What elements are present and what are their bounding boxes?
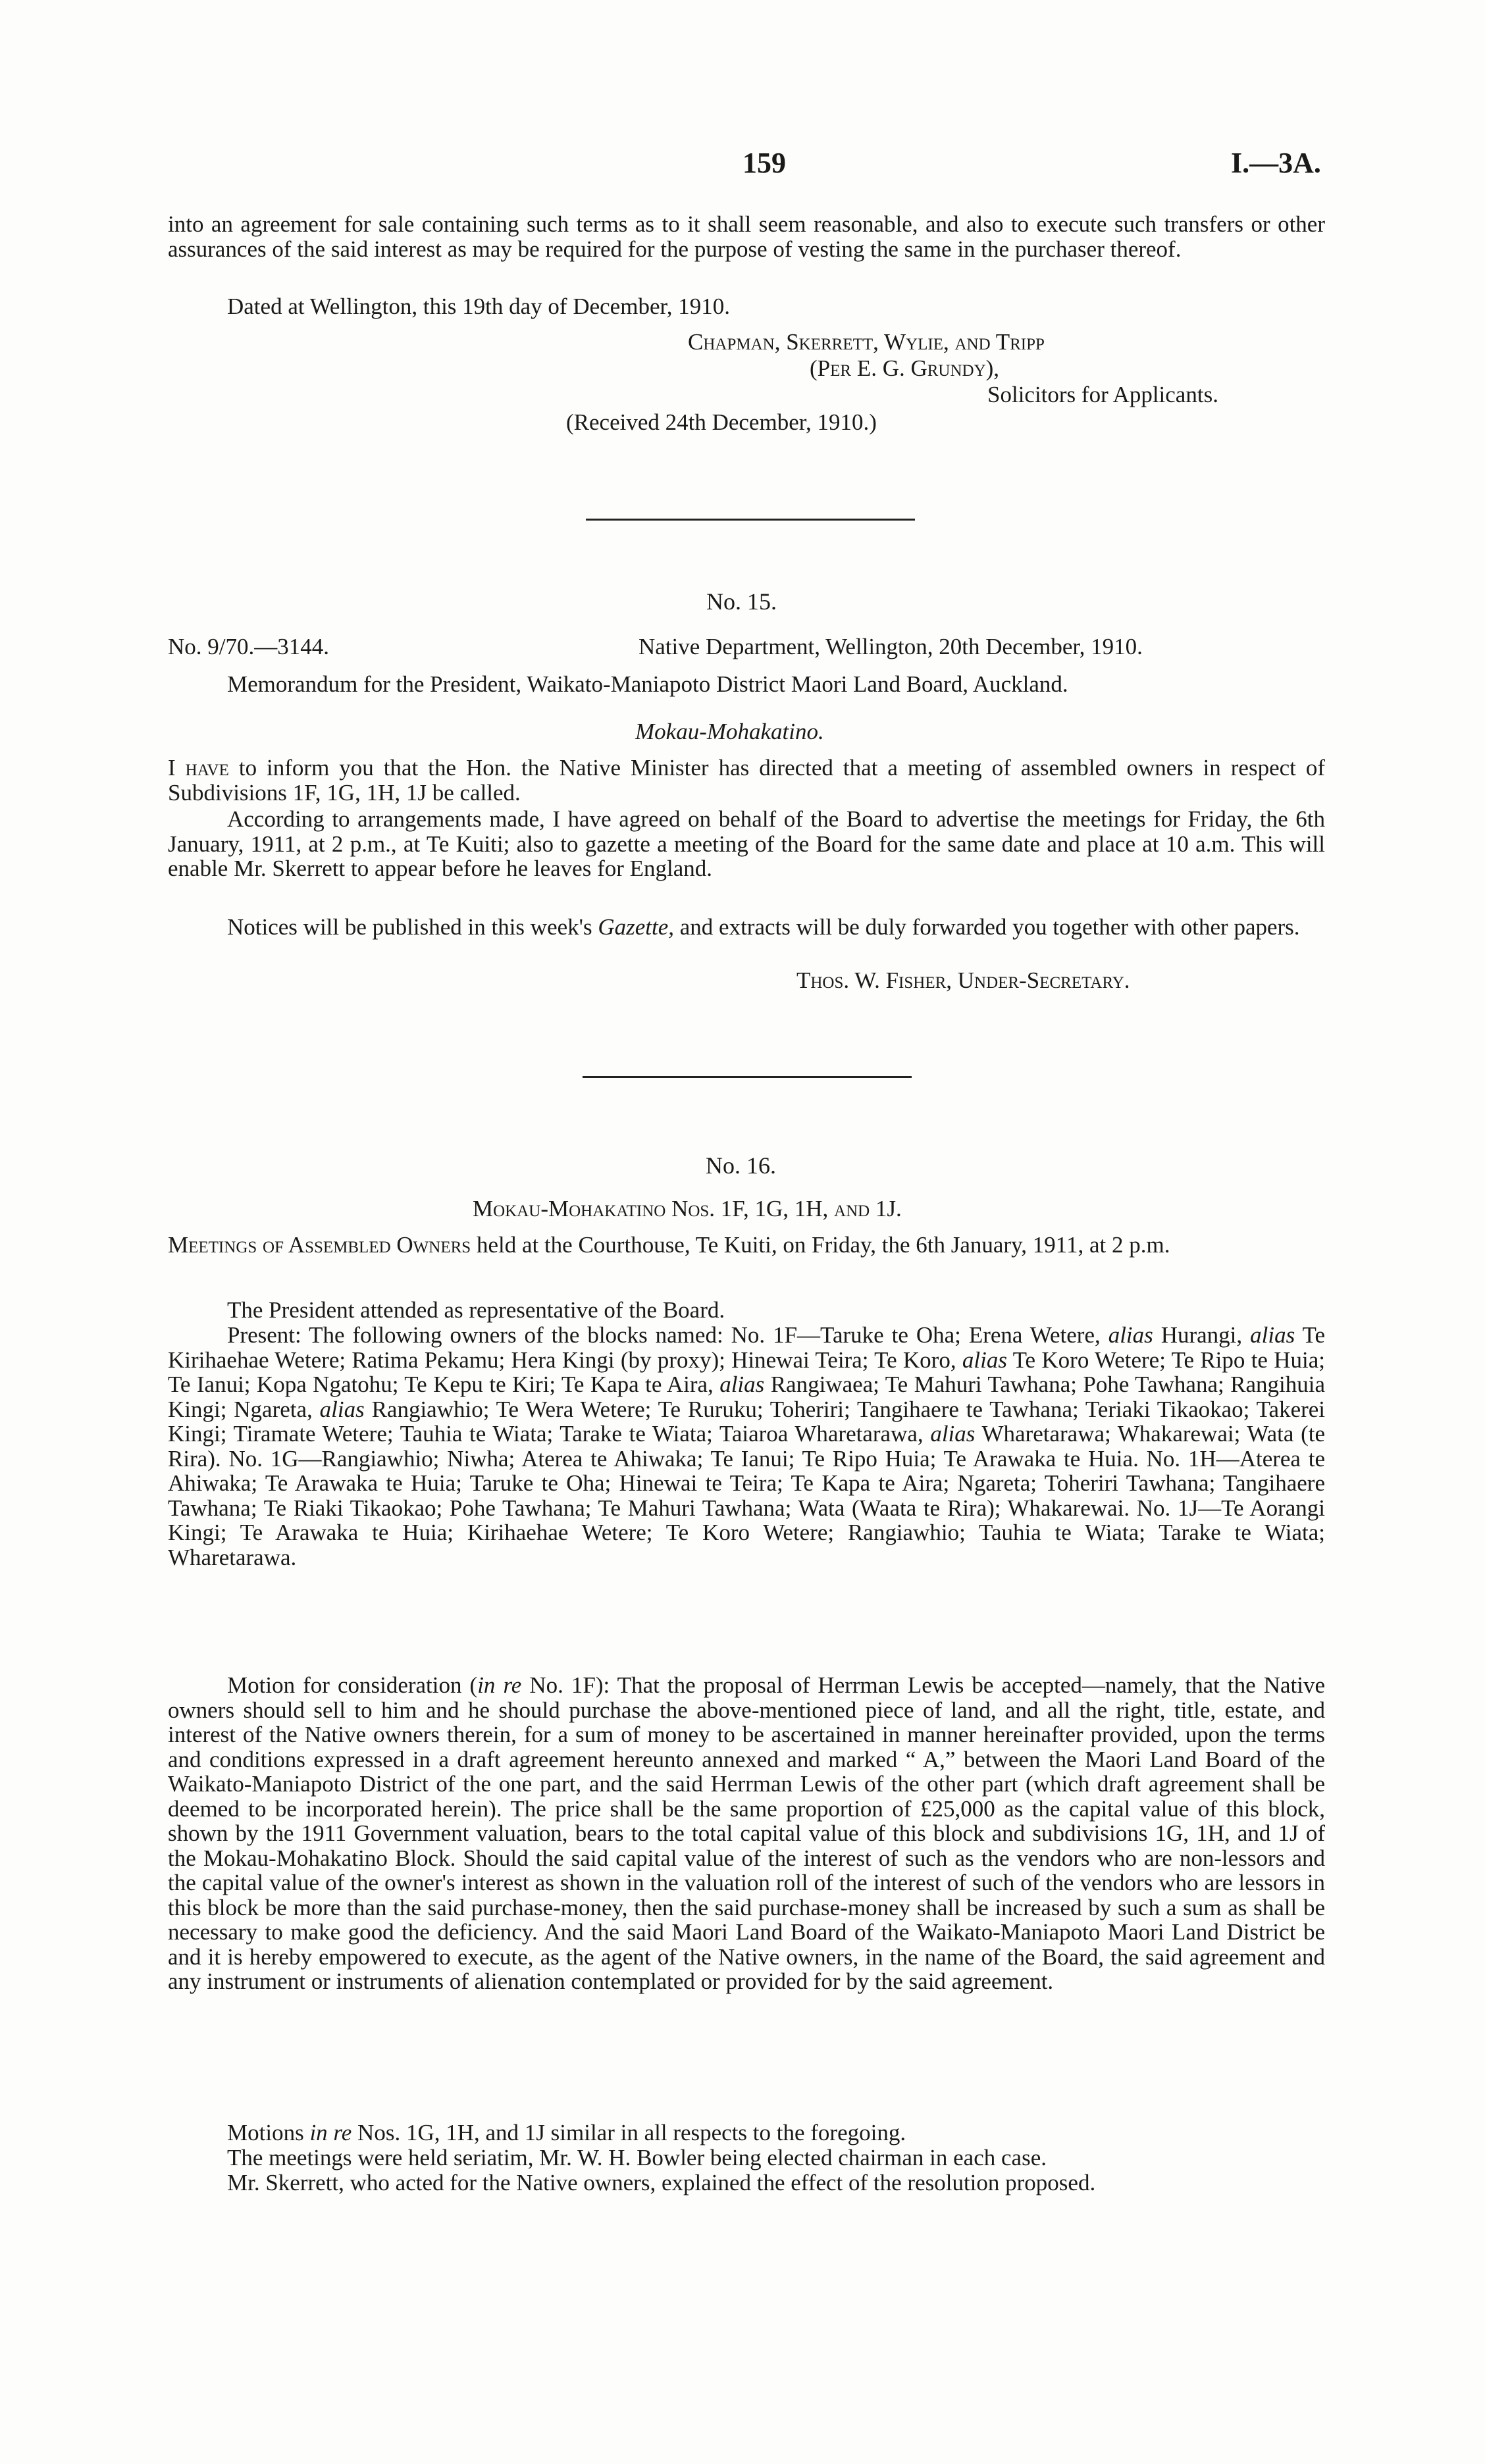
gazette-title: Gazette, (598, 914, 674, 940)
memorandum-heading: Memorandum for the President, Waikato-Maniapoto District Maori Land Board, Auckland. (227, 671, 1068, 697)
meeting-intro: Meetings of Assembled Owners held at the Courthouse, Te Kuiti, on Friday, the 6th January, 1911, at 2 p.m. (168, 1232, 1170, 1258)
section-15-number: No. 15. (706, 588, 777, 615)
continuation-paragraph: into an agreement for sale containing such terms as to it shall seem reasonable, and also to execute such transfers or other assurances of the said interest as may be required for the purpose of vesting the same in the purchaser thereof. (168, 211, 1325, 262)
solicitor-firm: Chapman, Skerrett, Wylie, and Tripp (688, 329, 1045, 355)
skerrett-line: Mr. Skerrett, who acted for the Native owners, explained the effect of the resolution proposed. (227, 2170, 1096, 2195)
memo-paragraph-2: According to arrangements made, I have agreed on behalf of the Board to advertise the meetings for Friday, the 6th January, 1911, at 2 p.m., at Te Kuiti; also to gazette a meeting of the Board for the same date and place at 10 a.m. This will enable Mr. Skerrett to appear before he leaves for England. (168, 806, 1325, 881)
president-line: The President attended as representative of the Board. (227, 1297, 725, 1323)
seriatim-line: The meetings were held seriatim, Mr. W. H. Bowler being elected chairman in each case. (227, 2145, 1047, 2170)
document-reference: I.—3A. (1231, 147, 1321, 179)
page-number: 159 (742, 147, 786, 179)
dated-line: Dated at Wellington, this 19th day of December, 1910. (227, 294, 730, 319)
memo-subject: Mokau-Mohakatino. (635, 719, 824, 744)
solicitor-role: Solicitors for Applicants. (987, 382, 1218, 407)
memo-paragraph-3: Notices will be published in this week's Gazette, and extracts will be duly forwarded you together with other papers. (227, 914, 1300, 940)
dateline: Native Department, Wellington, 20th December, 1910. (638, 634, 1143, 659)
solicitor-per: (Per E. G. Grundy), (810, 355, 1000, 381)
present-owners-list: Present: The following owners of the blocks named: No. 1F—Taruke te Oha; Erena Wetere, alias Hurangi, alias Te Kirihaehae Wetere; Ratima Pekamu; Hera Kingi (by proxy); Hinewai Teira; Te Koro, alias Te Koro Wetere; Te Ripo te Huia; Te Ianui; Kopa Ngatohu; Te Kepu te Kiri; Te Kapa te Aira, alias Rangiwaea; Te Mahuri Tawhana; Pohe Tawhana; Rangihuia Kingi; Ngareta, alias Rangiawhio; Te Wera Wetere; Te Ruruku; Toheriri; Tangihaere te Tawhana; Teriaki Tikaokao; Takerei Kingi; Tiramate Wetere; Tauhia te Wiata; Tarake te Wiata; Taiaroa Wharetarawa, alias Wharetarawa; Whakarewai; Wata (te Rira). No. 1G—Rangiawhio; Niwha; Aterea te Ahiwaka; Te Ianui; Te Ripo Huia; Te Arawaka te Huia. No. 1H—Aterea te Ahiwaka; Te Arawaka te Huia; Taruke te Oha; Hinewai te Teira; Te Kapa te Aira; Ngareta; Toheriri Tawhana; Tangihaere Tawhana; Te Riaki Tikaokao; Pohe Tawhana; Te Mahuri Tawhana; Wata (Waata te Rira); Whakarewai. No. 1J—Te Aorangi Kingi; Te Arawaka te Huia; Kirihaehae Wetere; Te Koro Wetere; Rangiawhio; Tauhia te Wiata; Tarake te Wiata; Wharetarawa. (168, 1322, 1326, 1570)
memo-signature: Thos. W. Fisher, Under-Secretary. (796, 967, 1130, 993)
opening-words: I have (168, 755, 229, 781)
file-reference: No. 9/70.—3144. (168, 634, 329, 659)
section-16-number: No. 16. (706, 1152, 776, 1179)
motion-paragraph: Motion for consideration (in re No. 1F): That the proposal of Herrman Lewis be accepted—namely, that the Native owners should sell to him and he should purchase the above-mentioned piece of land, and all the right, title, estate, and interest of the Native owners therein, for a sum of money to be ascertained in manner hereinafter provided, upon the terms and conditions expressed in a draft agreement hereunto annexed and marked “ A,” between the Maori Land Board of the Waikato-Maniapoto District of the one part, and the said Herrman Lewis of the other part (which draft agreement shall be deemed to be incorporated herein). The price shall be the same proportion of £25,000 as the capital value of this block, shown by the 1911 Government valuation, bears to the total capital value of this block and subdivisions 1G, 1H, and 1J of the Mokau-Mohakatino Block. Should the said capital value of the interest of such as the vendors who are non-lessors and the capital value of the owner's interest as shown in the valuation roll of the interest of such of the vendors who are lessors in this block be more than the said purchase-money, then the said purchase-money shall be increased by such a sum as shall be necessary to make good the deficiency. And the said Maori Land Board of the Waikato-Maniapoto Maori Land District be and it is hereby empowered to execute, as the agent of the Native owners, in the name of the Board, the said agreement and any instrument or instruments of alienation contemplated or provided for by the said agreement. (168, 1672, 1326, 1994)
section-divider (583, 1076, 912, 1078)
memo-paragraph-1: I have to inform you that the Hon. the Native Minister has directed that a meeting of assembled owners in respect of Subdivisions 1F, 1G, 1H, 1J be called. (168, 755, 1326, 806)
section-divider (586, 519, 915, 521)
section-16-title: Mokau-Mohakatino Nos. 1F, 1G, 1H, and 1J. (473, 1196, 902, 1221)
motions-similar: Motions in re Nos. 1G, 1H, and 1J similar in all respects to the foregoing. (227, 2120, 906, 2145)
received-line: (Received 24th December, 1910.) (566, 409, 877, 435)
